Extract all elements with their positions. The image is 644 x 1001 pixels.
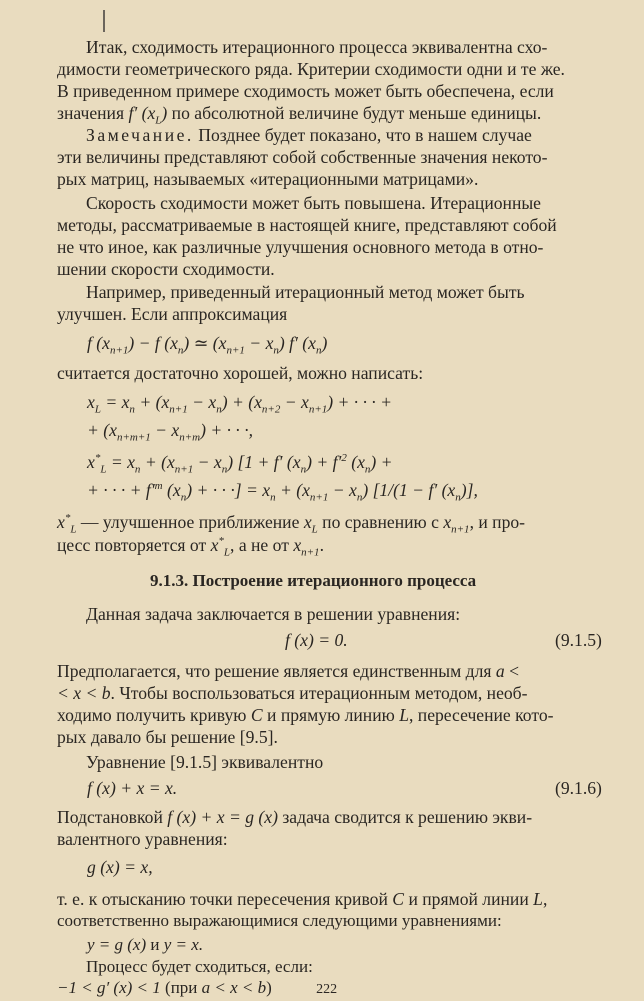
formula-condition: −1 < g′ (x) < 1 (при a < x < b) 222 xyxy=(57,978,338,997)
text-line: считается достаточно хорошей, можно написать: xyxy=(57,363,424,383)
equation-number: (9.1.5) xyxy=(555,630,602,650)
formula-xl-star-2: + · · · + $f'^m$ $(x_n)$ + · · ·] = $x_n + (x_{n+1} - x_n) [1/(1 - f'$ $(x_n)$], xyxy=(87,480,478,504)
text-line: В приведенном примере сходимость может быть обеспечена, если xyxy=(57,81,554,101)
text-line: Процесс будет сходиться, если: xyxy=(86,957,313,976)
text-line: Уравнение [9.1.5] эквивалентно xyxy=(86,752,324,772)
formula-g: g (x) = x, xyxy=(87,857,153,877)
equation-9-1-5: f (x) = 0. xyxy=(285,630,348,650)
text-line: Скорость сходимости может быть повышена. Итерационные xyxy=(86,193,541,213)
remark-line: Замечание. Позднее будет показано, что в нашем случае xyxy=(86,125,532,145)
equation-9-1-6: f (x) + x = x. xyxy=(87,778,178,798)
text-line: димости геометрического ряда. Критерии сходимости одни и те же. xyxy=(57,59,565,79)
page-number: 222 xyxy=(316,982,338,997)
text-line: валентного уравнения: xyxy=(57,829,228,849)
equation-number: (9.1.6) xyxy=(555,778,602,798)
text-line: Подстановкой f (x) + x = g (x) задача сводится к решению экви- xyxy=(57,807,533,827)
text-line: $x^*_L$ — улучшенное приближение $x_L$ по сравнению с $x_{n+1}$, и про- xyxy=(57,512,526,536)
text-line: Итак, сходимость итерационного процесса эквивалентна схо- xyxy=(86,37,548,57)
section-heading: 9.1.3. Построение итерационного процесса xyxy=(150,571,477,590)
text-line: ходимо получить кривую C и прямую линию L, пересечение кото- xyxy=(57,705,554,725)
text-line: рых давало бы решение [9.5]. xyxy=(57,727,278,747)
formula-y: y = g (x) и y = x. xyxy=(87,935,204,954)
text-line: < x < b. Чтобы воспользоваться итерационным методом, необ- xyxy=(57,683,528,703)
text-line: Данная задача заключается в решении уравнения: xyxy=(86,604,461,624)
text-line: значения f′ $(x_L)$ по абсолютной величине будут меньше единицы. xyxy=(57,103,542,127)
text-line: Например, приведенный итерационный метод может быть xyxy=(86,282,525,302)
text-line: шении скорости сходимости. xyxy=(57,259,275,279)
text-line: методы, рассматриваемые в настоящей книге, представляют собой xyxy=(57,215,557,235)
text-line: улучшен. Если аппроксимация xyxy=(57,304,288,324)
text-line: цесс повторяется от $x^*_L$, а не от $x_{n+1}$. xyxy=(57,535,324,559)
text-line: т. е. к отысканию точки пересечения кривой C и прямой линии L, xyxy=(57,889,548,909)
text-line: эти величины представляют собой собственные значения некото- xyxy=(57,147,548,167)
text-line: рых матриц, называемых «итерационными матрицами». xyxy=(57,169,479,189)
text-line: не что иное, как различные улучшения основного метода в отно- xyxy=(57,237,544,257)
formula-xl-1: $x_L = x_n + (x_{n+1} - x_n) + (x_{n+2} - x_{n+1})$ + · · · + xyxy=(87,392,393,416)
text-line: соответственно выражающимися следующими уравнениями: xyxy=(57,911,502,930)
text-line: Предполагается, что решение является единственным для a < xyxy=(57,661,519,681)
formula-xl-2: + $(x_{n+m+1} - x_{n+m})$ + · · ·, xyxy=(87,420,254,444)
formula-xl-star-1: $x^*_L = x_n + (x_{n+1} - x_n) [1 + f'$ $(x_n) + f'^2$ $(x_n)$ + xyxy=(87,452,393,476)
margin-tick xyxy=(103,10,105,32)
formula-approximation: f $(x_{n+1}) - f$ $(x_n)$ ≃ $(x_{n+1} - x_n)$ f′ $(x_n)$ xyxy=(87,333,328,357)
